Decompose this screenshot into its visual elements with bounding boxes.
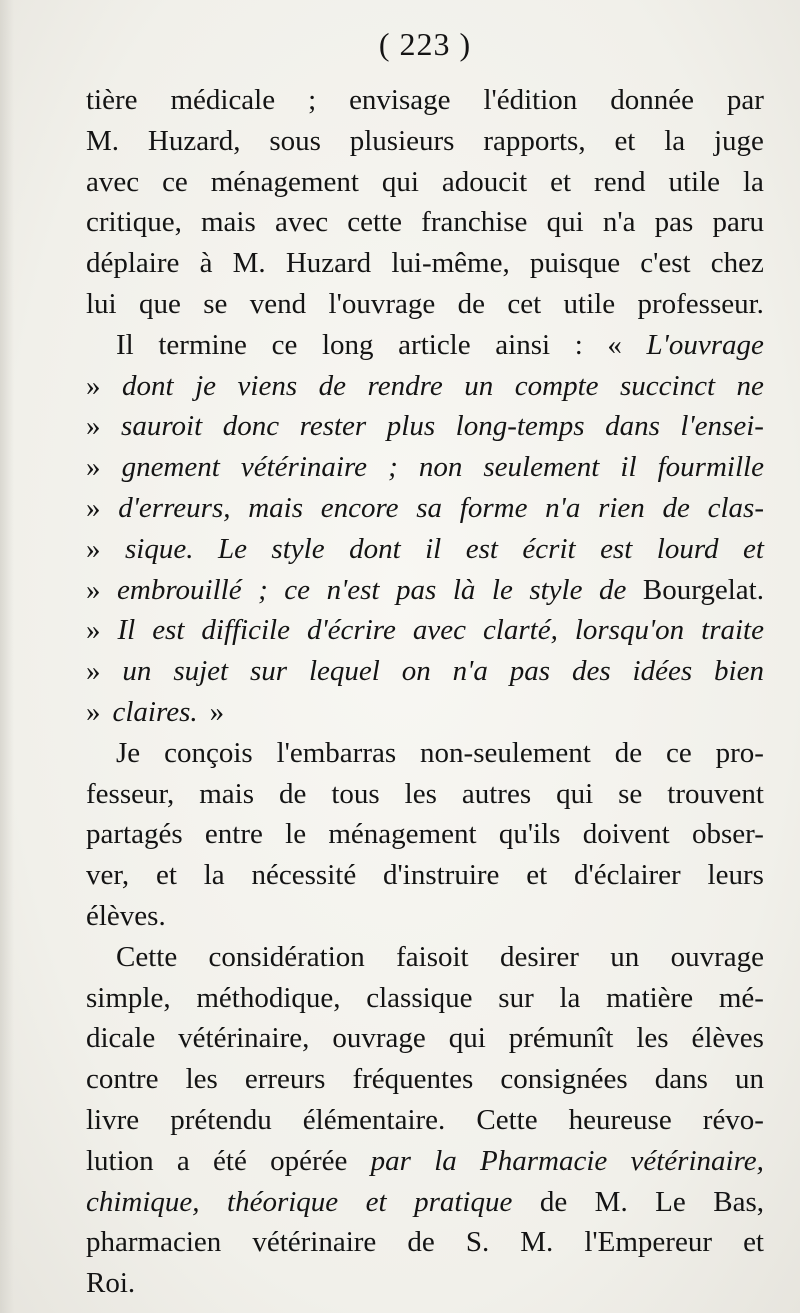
word: desirer	[499, 940, 579, 973]
word: sujet	[173, 655, 229, 688]
word: de	[318, 369, 347, 402]
word: mé-	[718, 981, 764, 1014]
word: M.	[520, 1226, 554, 1259]
word: »	[86, 614, 101, 647]
word: Huzard	[285, 247, 372, 280]
word: sous	[269, 124, 321, 157]
word: les	[636, 1022, 669, 1055]
word: je	[195, 369, 217, 402]
word: ;	[258, 573, 268, 606]
word: viens	[237, 369, 298, 402]
text-line	[86, 896, 764, 937]
text-line	[86, 1100, 764, 1141]
word: classique	[366, 981, 473, 1014]
word: se	[203, 287, 228, 320]
word: n'a	[452, 655, 488, 688]
word: ce	[284, 573, 311, 606]
page-number: ( 223 )	[378, 26, 472, 62]
word: la	[203, 859, 225, 892]
text-line	[86, 610, 764, 651]
word: dicale	[86, 1022, 156, 1055]
word: contre	[86, 1063, 159, 1096]
word: clas-	[707, 491, 764, 524]
word: rapports,	[483, 124, 586, 157]
word: pas	[509, 655, 551, 688]
word: élèves.	[86, 899, 166, 932]
word: entre	[204, 818, 263, 851]
word: été	[213, 1144, 247, 1177]
text-line	[86, 978, 764, 1019]
word: donc	[222, 410, 280, 443]
word: sauroit	[121, 410, 203, 443]
word: franchise	[421, 206, 528, 239]
word: lourd	[656, 532, 719, 565]
word: de	[278, 777, 307, 810]
word: élèves	[691, 1022, 764, 1055]
word: l'édition	[483, 84, 578, 116]
word: les	[404, 777, 437, 810]
word: matière	[606, 981, 694, 1014]
word: pro-	[715, 736, 764, 769]
word: »	[86, 410, 101, 443]
text-line	[86, 651, 764, 692]
word: traite	[701, 614, 764, 647]
word: »	[86, 491, 101, 524]
word: compte	[514, 369, 599, 402]
word: Il	[117, 614, 136, 647]
word: la	[742, 165, 764, 198]
word: forme	[459, 491, 528, 524]
word: a	[176, 1144, 190, 1177]
word: long-temps	[455, 410, 585, 443]
word: de	[407, 1226, 435, 1259]
word: il	[425, 532, 442, 565]
word: embrouillé	[117, 573, 242, 606]
text-line	[86, 529, 764, 570]
body-text	[86, 80, 764, 1304]
word: le	[285, 818, 307, 851]
word: est	[465, 532, 498, 565]
word: rester	[299, 410, 367, 443]
word: de	[539, 1185, 568, 1218]
word: qui	[546, 206, 584, 239]
word: conçois	[164, 736, 253, 769]
word: termine	[158, 328, 247, 361]
word: fréquentes	[352, 1063, 474, 1096]
word: ouvrage	[332, 1022, 426, 1055]
word: simple,	[86, 981, 171, 1014]
word: utile	[668, 165, 721, 198]
word: théorique	[227, 1185, 339, 1218]
word: considération	[208, 940, 365, 973]
word: trouvent	[667, 777, 764, 810]
word: dans	[654, 1063, 708, 1096]
word: chimique,	[86, 1185, 200, 1218]
word: »	[209, 695, 225, 728]
word: Bourgelat.	[642, 573, 764, 606]
word: pharmacien	[86, 1226, 222, 1259]
word: puisque	[529, 247, 621, 280]
word: de	[599, 573, 627, 606]
word: seulement	[483, 451, 600, 484]
word: mais	[199, 777, 254, 810]
word: dont	[349, 532, 401, 565]
text-line	[86, 1263, 764, 1304]
word: professeur.	[637, 287, 764, 320]
word: partagés	[86, 818, 183, 851]
word: d'écrire	[306, 614, 396, 647]
word: Pharmacie	[480, 1144, 608, 1177]
word: nécessité	[251, 859, 357, 892]
word: Je	[116, 736, 141, 769]
word: est	[152, 614, 185, 647]
word: faisoit	[396, 940, 469, 973]
word: et	[365, 1185, 387, 1218]
text-line	[86, 243, 764, 284]
text-line	[86, 488, 764, 529]
word: mais	[201, 206, 256, 239]
word: difficile	[201, 614, 290, 647]
word: gnement	[121, 451, 220, 484]
text-line	[86, 284, 764, 325]
text-line	[86, 1018, 764, 1059]
word: ainsi	[495, 328, 551, 361]
word: qu'ils	[498, 818, 561, 851]
word: lui	[86, 287, 117, 320]
word: que	[139, 287, 181, 320]
word: et	[743, 532, 764, 565]
word: autres	[461, 777, 532, 810]
word: critique,	[86, 206, 182, 239]
text-line	[86, 1222, 764, 1263]
word: n'a	[602, 206, 636, 239]
word: M.	[594, 1185, 628, 1218]
word: et	[526, 859, 548, 892]
word: lution	[86, 1144, 154, 1177]
word: les	[185, 1063, 218, 1096]
word: vend	[249, 287, 307, 320]
word: utile	[563, 287, 616, 320]
word: mais	[248, 491, 303, 524]
word: erreurs	[244, 1063, 326, 1096]
word: adoucit	[441, 165, 528, 198]
word: qui	[381, 165, 419, 198]
word: idées	[632, 655, 693, 688]
word: vétérinaire	[252, 1226, 377, 1259]
word: un	[734, 1063, 764, 1096]
word: obser-	[692, 818, 764, 851]
word: cet	[507, 287, 542, 320]
word: »	[86, 573, 101, 606]
word: tière	[86, 84, 138, 116]
word: M.	[86, 124, 120, 157]
word: qui	[448, 1022, 486, 1055]
word: l'embarras	[276, 736, 397, 769]
word: vétérinaire	[240, 451, 368, 484]
word: ménagement	[328, 818, 477, 851]
word: et	[155, 859, 177, 892]
word: ver,	[86, 859, 130, 892]
word: ;	[308, 84, 317, 116]
text-line	[86, 1141, 764, 1182]
word: S.	[465, 1226, 490, 1259]
word: plus	[386, 410, 436, 443]
text-line	[86, 814, 764, 855]
word: se	[618, 777, 643, 810]
word: heureuse	[568, 1103, 672, 1136]
word: article	[398, 328, 471, 361]
word: claires.	[112, 695, 198, 728]
word: chez	[710, 247, 764, 280]
word: L'ouvrage	[646, 328, 764, 361]
word: médicale	[170, 84, 276, 116]
word: par	[370, 1144, 411, 1177]
word: des	[571, 655, 611, 688]
word: prémunît	[508, 1022, 614, 1055]
word: prétendu	[170, 1103, 272, 1136]
text-line	[86, 325, 764, 366]
text-line	[86, 121, 764, 162]
word: un	[610, 940, 640, 973]
text-line	[86, 937, 764, 978]
word: d'erreurs,	[118, 491, 231, 524]
word: «	[607, 328, 622, 361]
word: la	[559, 981, 581, 1014]
word: consignées	[500, 1063, 628, 1096]
word: Roi.	[86, 1267, 136, 1300]
text-line	[86, 202, 764, 243]
word: donnée	[610, 84, 694, 116]
word: Cette	[476, 1103, 538, 1136]
word: bien	[714, 655, 764, 688]
word: méthodique,	[196, 981, 341, 1014]
word: à	[199, 247, 213, 280]
text-line	[86, 162, 764, 203]
word: style	[271, 532, 325, 565]
word: ;	[388, 451, 398, 484]
word: non	[418, 451, 463, 484]
word: n'a	[545, 491, 581, 524]
word: révo-	[702, 1103, 764, 1136]
word: pas	[654, 206, 694, 239]
word: sur	[250, 655, 288, 688]
word: pas	[396, 573, 437, 606]
word: de	[662, 491, 690, 524]
word: un	[122, 655, 152, 688]
word: succinct	[620, 369, 716, 402]
word: sa	[416, 491, 443, 524]
word: lorsqu'on	[574, 614, 685, 647]
word: rendre	[367, 369, 443, 402]
word: n'est	[326, 573, 380, 606]
word: opérée	[270, 1144, 348, 1177]
word: lequel	[308, 655, 380, 688]
word: fourmille	[657, 451, 764, 484]
word: dont	[122, 369, 174, 402]
word: juge	[714, 124, 764, 157]
page-edge-shadow	[0, 0, 14, 1313]
word: encore	[320, 491, 399, 524]
word: la	[664, 124, 686, 157]
word: l'ensei-	[680, 410, 764, 443]
text-line	[86, 366, 764, 407]
word: »	[86, 369, 101, 402]
word: »	[86, 451, 101, 484]
word: l'Empereur	[584, 1226, 712, 1259]
word: qui	[556, 777, 594, 810]
text-line	[86, 570, 764, 611]
word: cette	[347, 206, 402, 239]
word: pratique	[414, 1185, 513, 1218]
word: d'éclairer	[574, 859, 681, 892]
text-line	[86, 733, 764, 774]
word: plusieurs	[349, 124, 455, 157]
word: un	[464, 369, 494, 402]
word: envisage	[349, 84, 451, 116]
text-line	[86, 447, 764, 488]
word: est	[600, 532, 633, 565]
word: de	[614, 736, 643, 769]
word: sique.	[124, 532, 194, 565]
word: :	[574, 328, 583, 361]
word: tous	[331, 777, 380, 810]
word: »	[86, 655, 101, 688]
text-line	[86, 1182, 764, 1223]
word: et	[614, 124, 636, 157]
word: non-seulement	[420, 736, 591, 769]
word: là	[452, 573, 476, 606]
word: avec	[274, 206, 329, 239]
word: et	[550, 165, 572, 198]
word: »	[86, 532, 101, 565]
word: rend	[594, 165, 646, 198]
word: par	[726, 84, 764, 116]
word: l'ouvrage	[328, 287, 436, 320]
word: livre	[86, 1103, 140, 1136]
word: lui-même,	[391, 247, 510, 280]
text-line	[86, 80, 764, 121]
word: Le	[655, 1185, 686, 1218]
word: vétérinaire,	[630, 1144, 764, 1177]
word: leurs	[707, 859, 764, 892]
word: »	[86, 695, 101, 728]
word: fesseur,	[86, 777, 175, 810]
text-line	[86, 1059, 764, 1100]
word: Bas,	[713, 1185, 764, 1218]
word: ce	[665, 736, 692, 769]
word: ouvrage	[670, 940, 764, 973]
text-line	[86, 855, 764, 896]
word: élémentaire.	[302, 1103, 446, 1136]
word: il	[620, 451, 637, 484]
word: avec	[412, 614, 466, 647]
word: Il	[116, 328, 134, 361]
word: Huzard,	[147, 124, 241, 157]
word: avec	[86, 165, 140, 198]
word: rien	[598, 491, 645, 524]
word: le	[491, 573, 513, 606]
word: dans	[605, 410, 660, 443]
word: ce	[271, 328, 298, 361]
word: style	[529, 573, 583, 606]
word: écrit	[522, 532, 576, 565]
text-line	[86, 774, 764, 815]
word: ne	[736, 369, 764, 402]
word: d'instruire	[383, 859, 500, 892]
word: Cette	[116, 940, 178, 973]
word: on	[401, 655, 431, 688]
word: la	[434, 1144, 457, 1177]
word: déplaire	[86, 247, 180, 280]
text-line	[86, 692, 764, 733]
word: long	[321, 328, 374, 361]
word: et	[743, 1226, 764, 1259]
word: Le	[217, 532, 247, 565]
word: doivent	[582, 818, 670, 851]
word: M.	[232, 247, 266, 280]
word: sur	[498, 981, 534, 1014]
word: paru	[712, 206, 764, 239]
text-line	[86, 406, 764, 447]
word: vétérinaire,	[178, 1022, 310, 1055]
word: de	[457, 287, 485, 320]
word: c'est	[640, 247, 691, 280]
word: ce	[162, 165, 188, 198]
word: clarté,	[482, 614, 558, 647]
word: ménagement	[210, 165, 359, 198]
